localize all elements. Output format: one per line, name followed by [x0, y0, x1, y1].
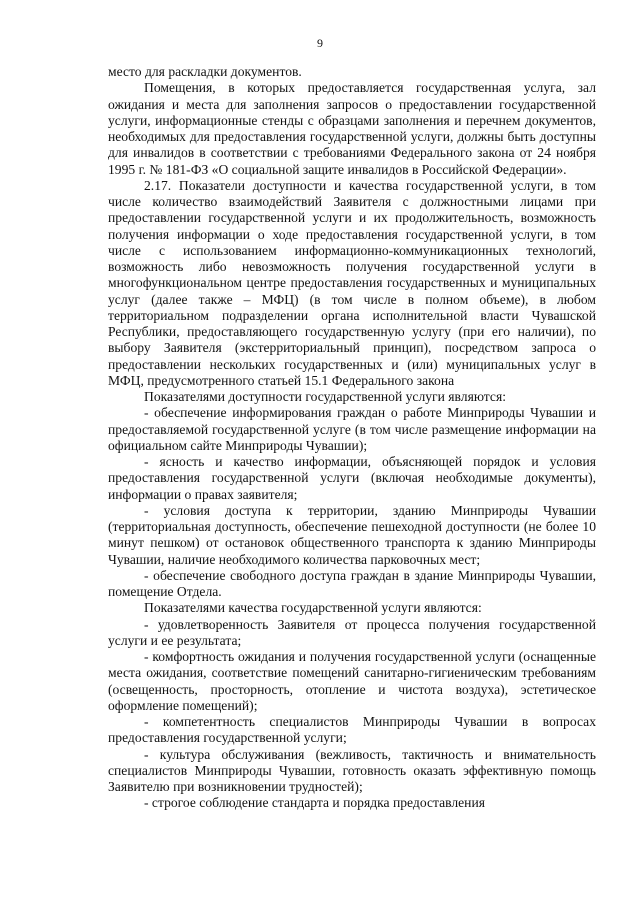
paragraph-continuation: место для раскладки документов. — [108, 64, 302, 79]
document-body — [108, 64, 596, 812]
list-item-access-conditions: - условия доступа к территории, зданию Минприроды Чувашии (территориальная доступность, обеспечение пешеходной доступности (не более 10 минут пешком) от остановок общественного транспорта к зданию Минприроды Чувашии, наличие необходимого количества парковочных мест; — [108, 502, 596, 567]
list-item-informing: - обеспечение информирования граждан о работе Минприроды Чувашии и предоставляемой государственной услуге (в том числе размещение информации на официальном сайте Минприроды Чувашии); — [108, 405, 596, 453]
list-item-comfort: - комфортность ожидания и получения государственной услуги (оснащенные места ожидания, соответствие помещений санитарно-гигиеническим требованиям (освещенность, просторность, отопление и чистота воздуха), эстетическое оформление помещений); — [108, 649, 596, 713]
page-number: 9 — [317, 36, 323, 50]
paragraph-premises-accessibility: Помещения, в которых предоставляется государственная услуга, зал ожидания и места для заполнения запросов о предоставлении государственной услуги, информационные стенды с образцами заполнения и перечнем документов, необходимых для предоставления государственной услуги, должны быть доступны для инвалидов в соответствии с требованиями Федерального закона от 24 ноября 1995 г. № 181-ФЗ «О социальной защите инвалидов в Российской Федерации». — [108, 80, 596, 177]
paragraph-accessibility-heading: Показателями доступности государственной услуги являются: — [144, 389, 506, 404]
list-item-service-culture: - культура обслуживания (вежливость, тактичность и внимательность специалистов Минприроды Чувашии, готовность оказать эффективную помощь Заявителю при возникновении трудностей); — [108, 746, 596, 794]
paragraph-section-2-17: 2.17. Показатели доступности и качества государственной услуги, в том числе количество взаимодействий Заявителя с должностными лицами при предоставлении государственной услуги и их продолжительность, возможность получения информации о ходе предоставления государственной услуги, в том числе с использованием информационно-коммуникационных технологий, возможность либо невозможность получения государственной услуги в многофункциональном центре предоставления государственных и муниципальных услуг (далее также – МФЦ) (в том числе в полном объеме), в любом территориальном подразделении органа исполнительной власти Чувашской Республики, предоставляющего государственную услугу (при его наличии), по выбору Заявителя (экстерриториальный принцип), посредством запроса о предоставлении нескольких государственных и (или) муниципальных услуг в МФЦ, предусмотренного статьей 15.1 Федерального закона — [108, 177, 596, 388]
list-item-free-access: - обеспечение свободного доступа граждан в здание Минприроды Чувашии, помещение Отдела. — [108, 567, 596, 599]
list-item-competence: - компетентность специалистов Минприроды Чувашии в вопросах предоставления государственной услуги; — [108, 714, 596, 746]
list-item-satisfaction: - удовлетворенность Заявителя от процесса получения государственной услуги и ее результата; — [108, 616, 596, 648]
paragraph-quality-heading: Показателями качества государственной услуги являются: — [144, 600, 482, 616]
list-item-standard-compliance: - строгое соблюдение стандарта и порядка предоставления — [144, 795, 485, 811]
list-item-clarity: - ясность и качество информации, объясняющей порядок и условия предоставления государственной услуги (включая необходимые документы), информации о правах заявителя; — [108, 454, 596, 502]
